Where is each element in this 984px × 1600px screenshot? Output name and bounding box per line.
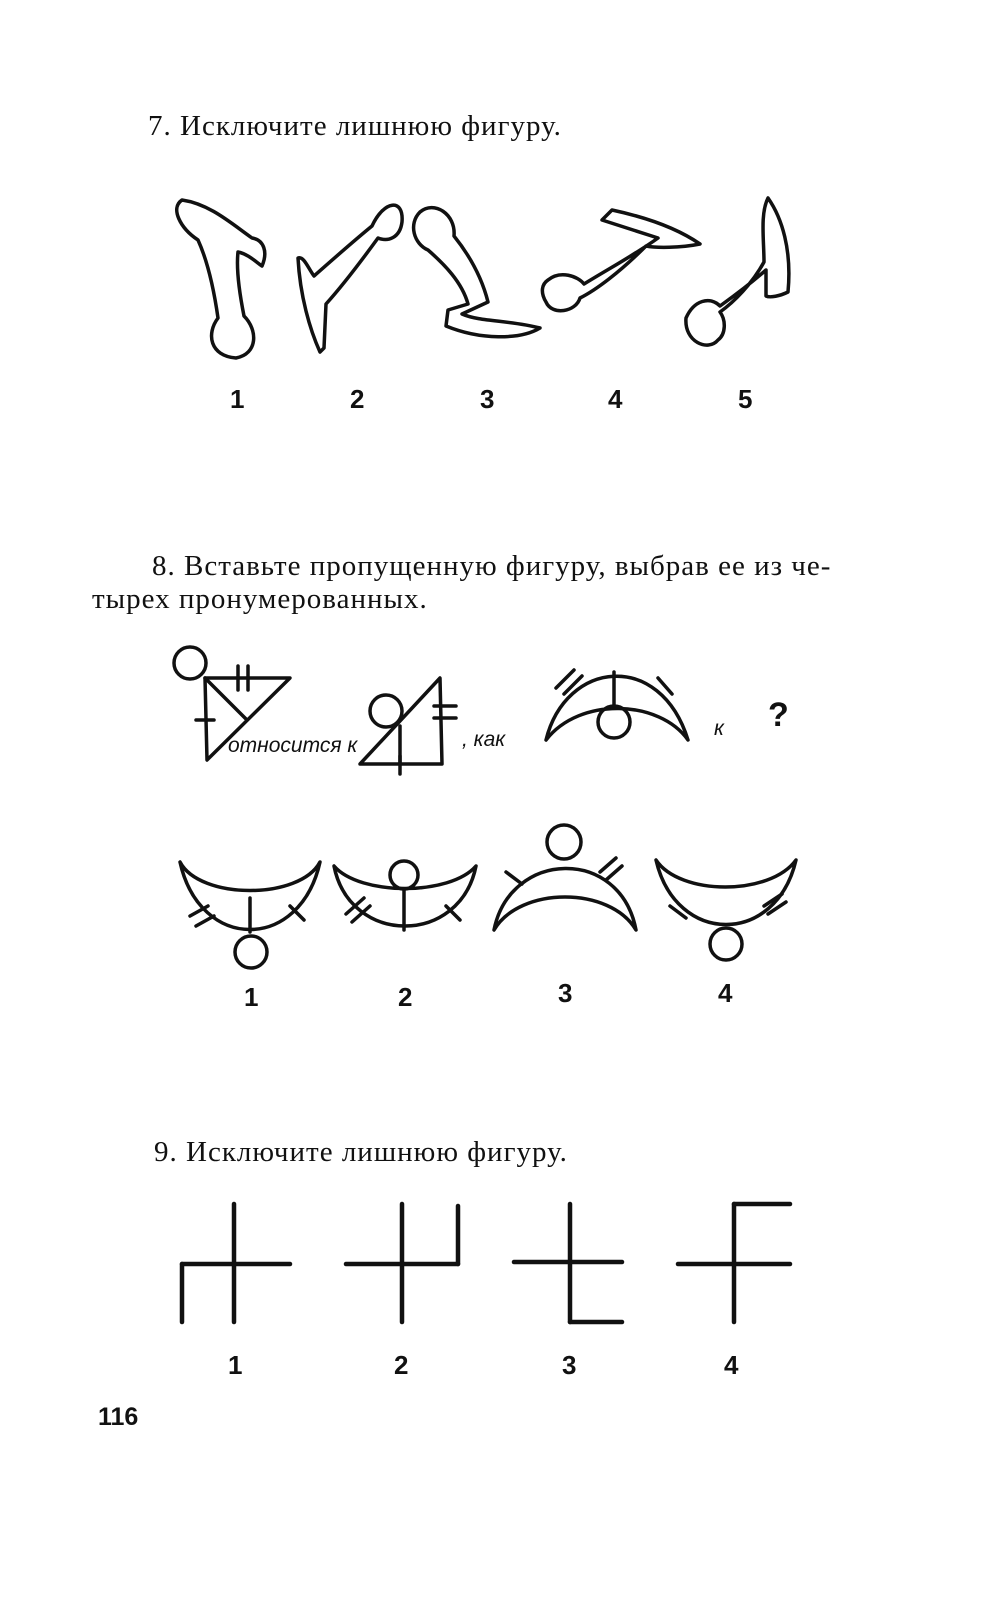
task-9-title: 9. Исключите лишнюю фигуру.	[154, 1136, 568, 1168]
task-8-title-line-2: тырех пронумерованных.	[92, 583, 428, 615]
task-9-label-4: 4	[724, 1350, 739, 1380]
cross-figure-2	[346, 1204, 458, 1322]
task-7-title: 7. Исключите лишнюю фигуру.	[148, 110, 562, 142]
task-7-label-4: 4	[608, 384, 623, 414]
task-8-label-3: 3	[558, 978, 573, 1008]
task-8-label-2: 2	[398, 982, 413, 1012]
cross-figure-4	[678, 1204, 790, 1322]
page-number: 116	[98, 1403, 139, 1431]
task-7-label-2: 2	[350, 384, 365, 414]
to-text: к	[714, 717, 724, 740]
task-9-label-3: 3	[562, 1350, 577, 1380]
as-text: , как	[462, 728, 506, 751]
cross-figure-1	[182, 1204, 290, 1322]
task-8-title-line-1: 8. Вставьте пропущенную фигуру, выбрав ее из че-	[152, 550, 832, 582]
task-7-label-3: 3	[480, 384, 495, 414]
task-8-label-1: 1	[244, 982, 259, 1012]
task-8-label-4: 4	[718, 978, 733, 1008]
task-7-label-1: 1	[230, 384, 245, 414]
relates-to-text: относится к	[228, 734, 358, 757]
question-mark: ?	[768, 696, 789, 734]
task-9-label-2: 2	[394, 1350, 409, 1380]
cross-figure-3	[514, 1204, 622, 1322]
task-7-label-5: 5	[738, 384, 753, 414]
task-9-label-1: 1	[228, 1350, 243, 1380]
